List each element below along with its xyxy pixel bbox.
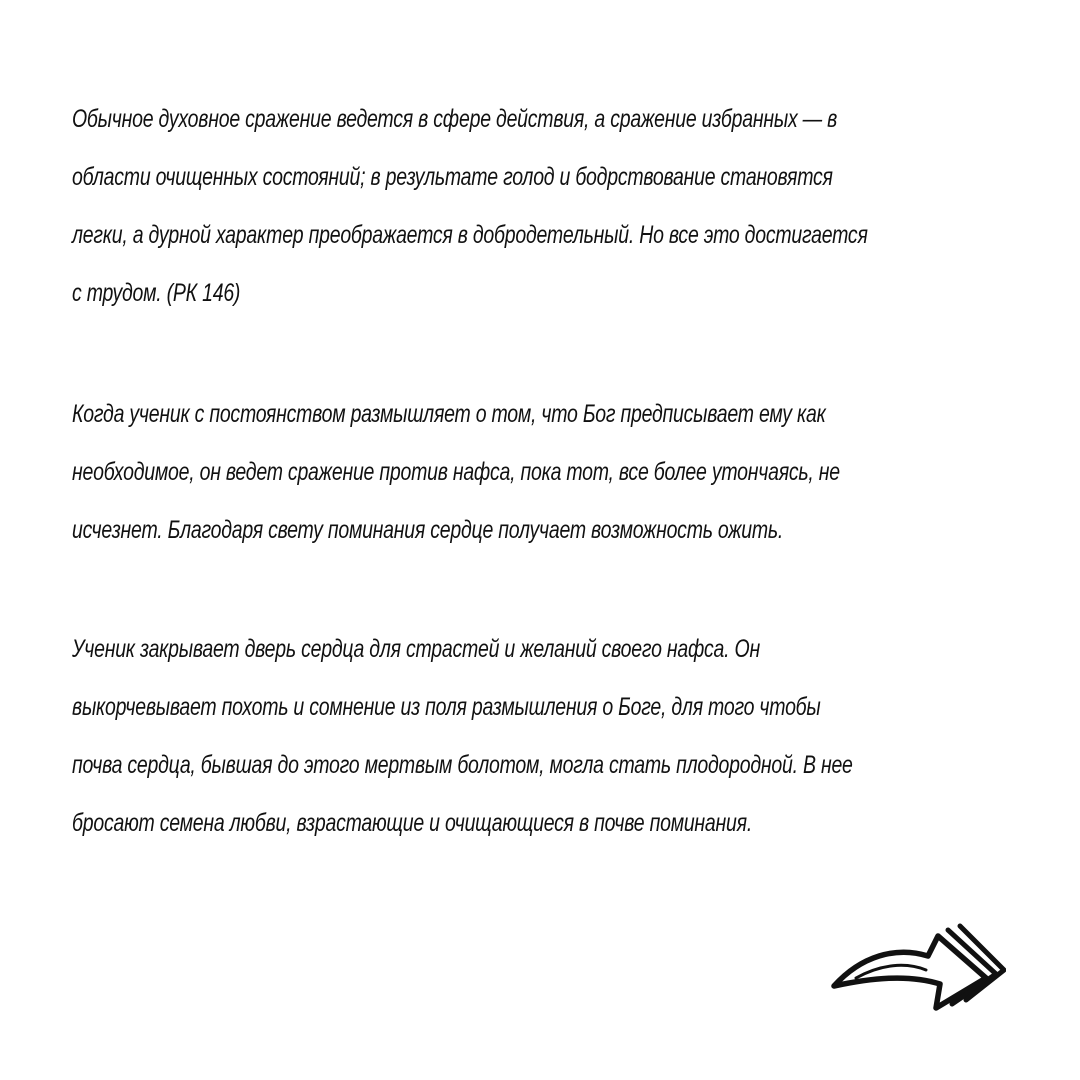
text-line: необходимое, он ведет сражение против нафса, пока тот, все более утончаясь, не xyxy=(72,458,840,486)
text-line: Обычное духовное сражение ведется в сфере действия, а сражение избранных — в xyxy=(72,105,838,133)
text-line: бросают семена любви, взрастающие и очищающиеся в почве поминания. xyxy=(72,809,753,837)
text-line: исчезнет. Благодаря свету поминания сердце получает возможность ожить. xyxy=(72,516,784,544)
text-line: легки, а дурной характер преображается в добродетельный. Но все это достигается xyxy=(72,221,868,249)
text-line: с трудом. (РК 146) xyxy=(72,279,241,307)
next-arrow-icon[interactable] xyxy=(826,916,1006,1016)
paragraph-2 xyxy=(72,385,840,559)
text-line: Ученик закрывает дверь сердца для страстей и желаний своего нафса. Он xyxy=(72,635,760,663)
text-line: почва сердца, бывшая до этого мертвым болотом, могла стать плодородной. В нее xyxy=(72,751,853,779)
text-line: Когда ученик с постоянством размышляет о том, что Бог предписывает ему как xyxy=(72,400,826,428)
paragraph-3 xyxy=(72,620,853,852)
text-line: выкорчевывает похоть и сомнение из поля размышления о Боге, для того чтобы xyxy=(72,693,821,721)
paragraph-1 xyxy=(72,90,868,322)
text-line: области очищенных состояний; в результате голод и бодрствование становятся xyxy=(72,163,833,191)
